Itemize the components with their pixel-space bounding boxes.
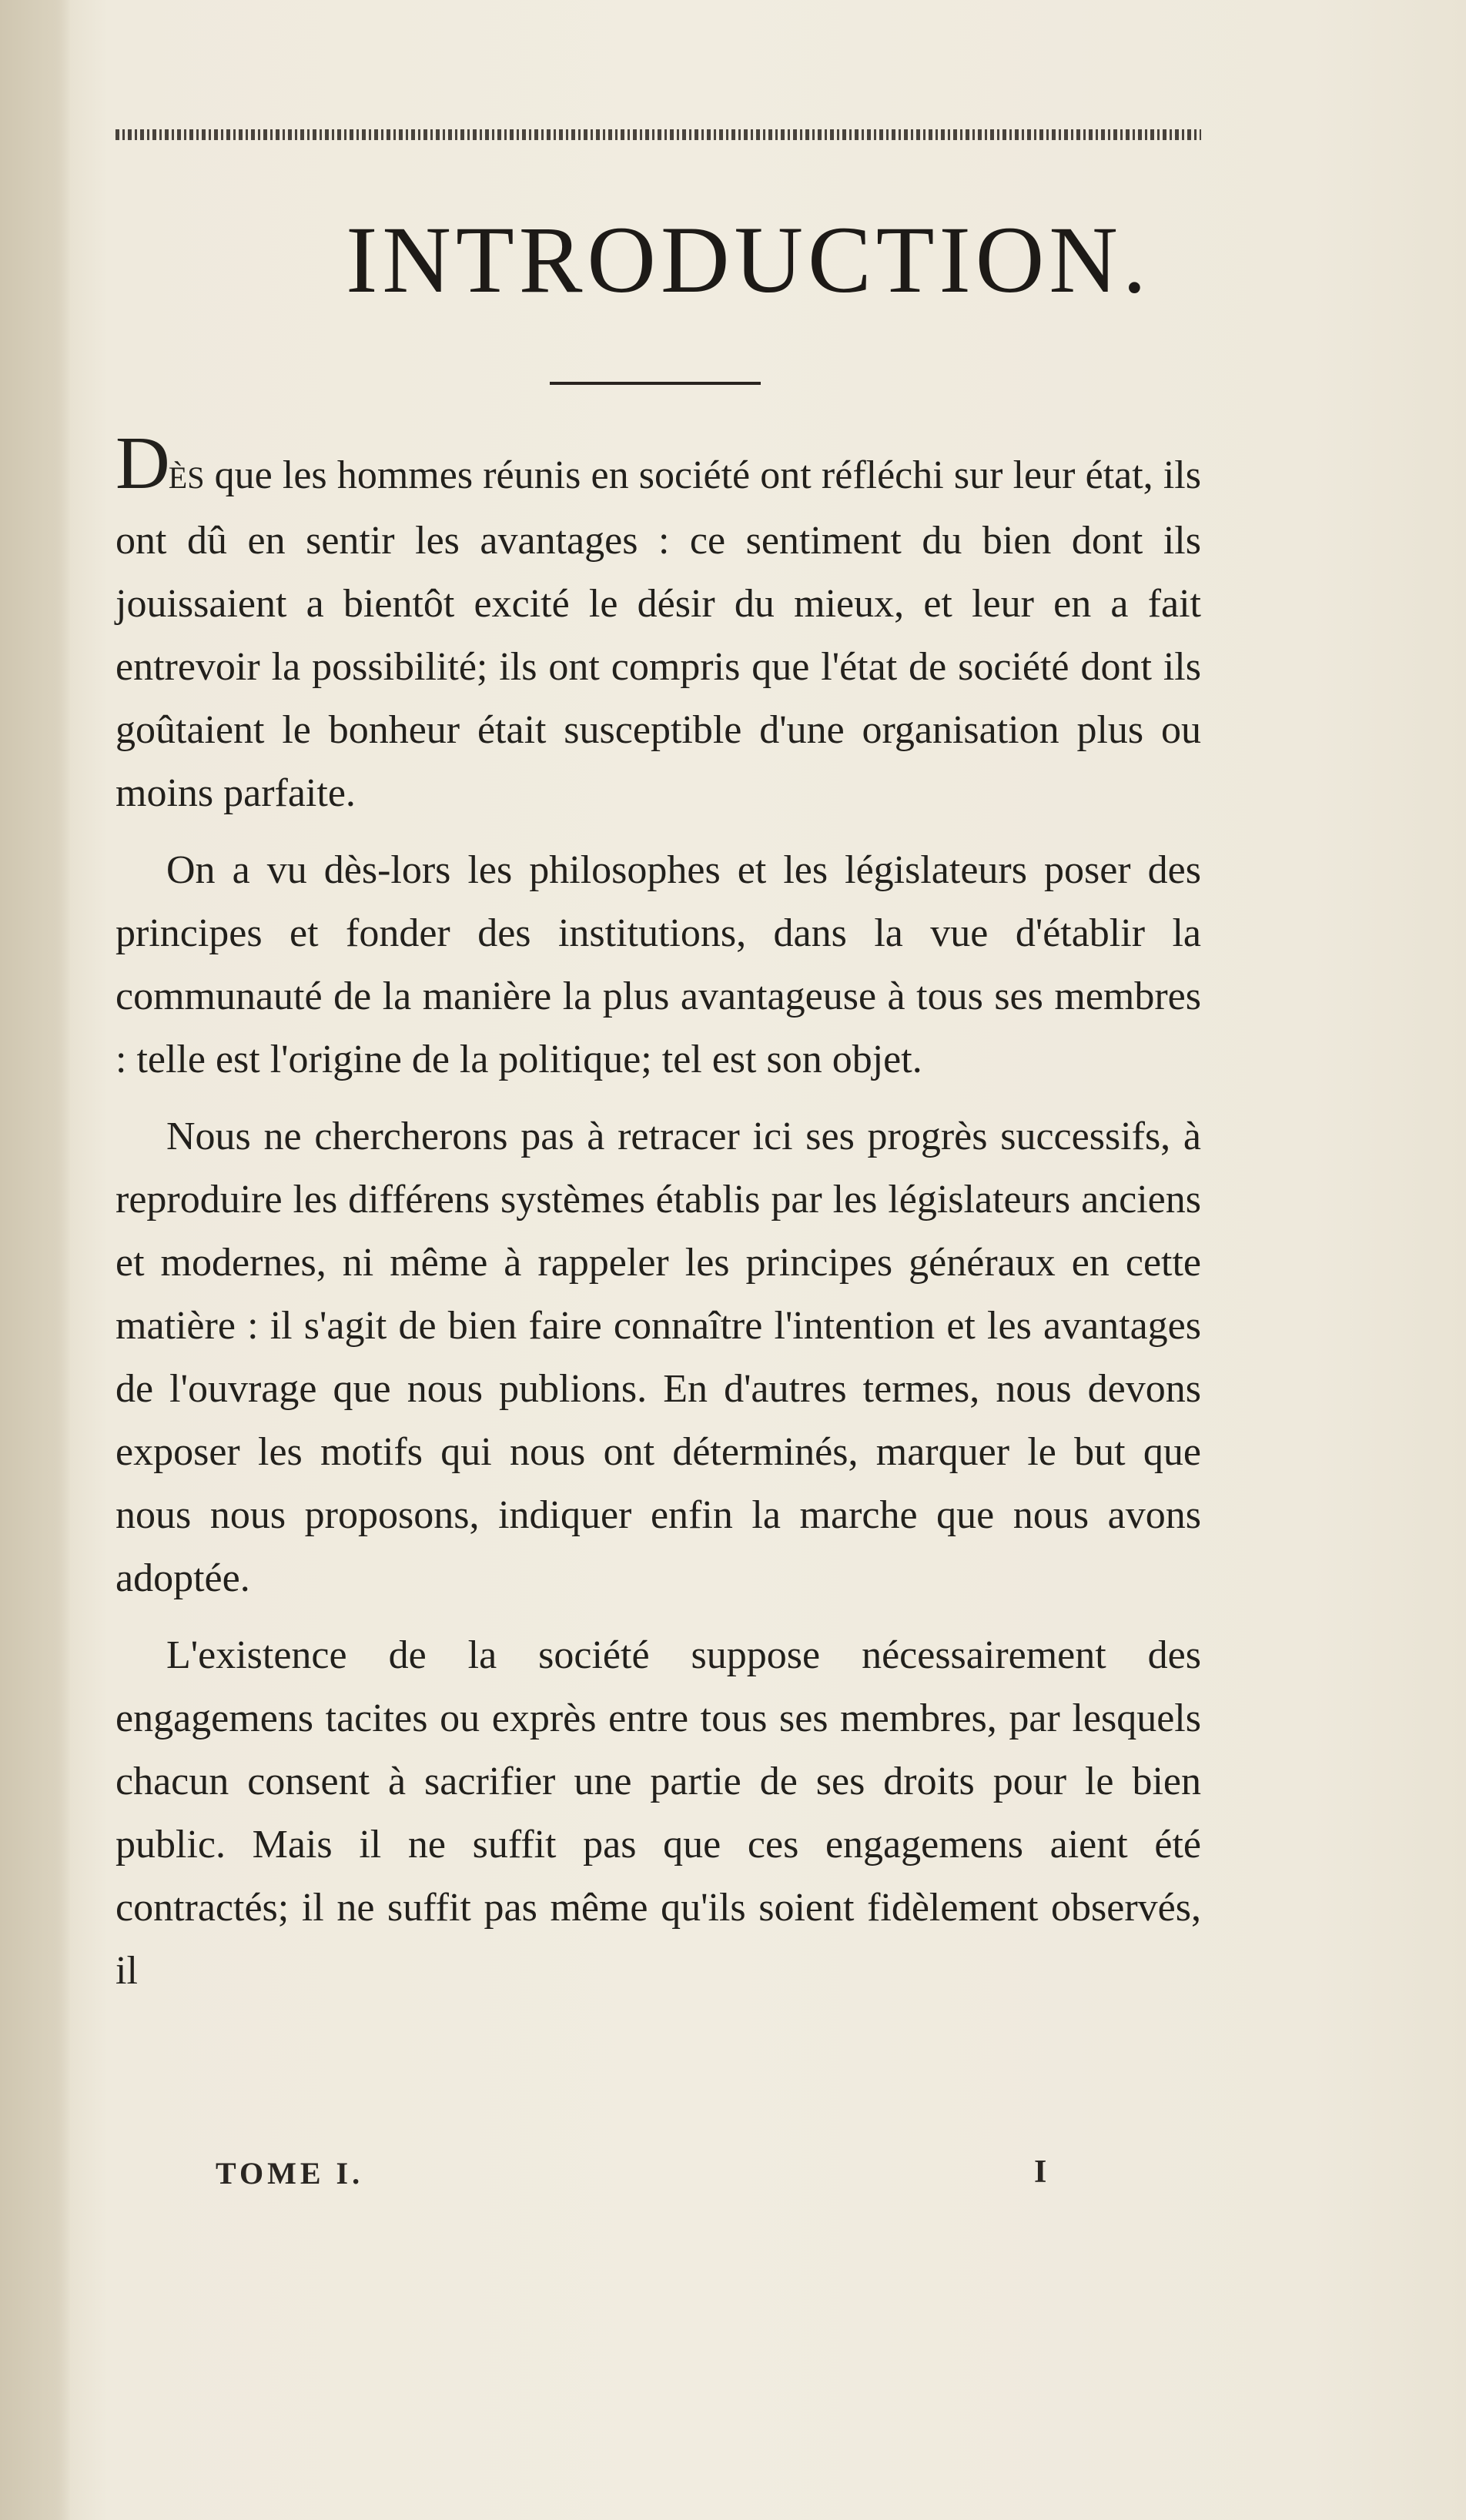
body-text	[115, 422, 1201, 2017]
header-ornament-rule	[115, 129, 1201, 140]
paragraph-1-text: que les hommes réunis en société ont réfléchi sur leur état, ils ont dû en sentir les avantages : ce sentiment du bien dont ils jouissaient a bientôt excité le désir du mieux, et leur en a fait entrevoir la possibilité; ils ont compris que l'état de société dont ils goûtaient le bonheur était susceptible d'une organisation plus ou moins parfaite.	[115, 453, 1201, 815]
paragraph-3: Nous ne chercherons pas à retracer ici ses progrès successifs, à reproduire les différens systèmes établis par les législateurs anciens et modernes, ni même à rappeler les principes généraux en cette matière : il s'agit de bien faire connaître l'intention et les avantages de l'ouvrage que nous publions. En d'autres termes, nous devons exposer les motifs qui nous ont déterminés, marquer le but que nous nous proposons, indiquer enfin la marche que nous avons adoptée.	[115, 1115, 1201, 1600]
signature-mark: I	[1034, 2154, 1047, 2190]
paragraph-4: L'existence de la société suppose nécessairement des engagemens tacites ou exprès entre tous ses membres, par lesquels chacun consent à sacrifier une partie de ses droits pour le bien public. Mais il ne suffit pas que ces engagemens aient été contractés; il ne suffit pas même qu'ils soient fidèlement observés, il	[115, 1633, 1201, 1993]
paragraph-1	[115, 422, 1201, 825]
paragraph-2: On a vu dès-lors les philosophes et les législateurs poser des principes et fonder des institutions, dans la vue d'établir la communauté de la manière la plus avantageuse à tous ses membres : telle est l'origine de la politique; tel est son objet.	[115, 848, 1201, 1081]
tome-label: TOME I.	[216, 2156, 364, 2191]
small-caps-word: ÈS	[168, 460, 205, 495]
page-title: INTRODUCTION.	[346, 207, 1151, 312]
drop-cap: D	[115, 422, 169, 505]
title-rule	[550, 382, 761, 385]
page-gutter	[0, 0, 71, 2520]
